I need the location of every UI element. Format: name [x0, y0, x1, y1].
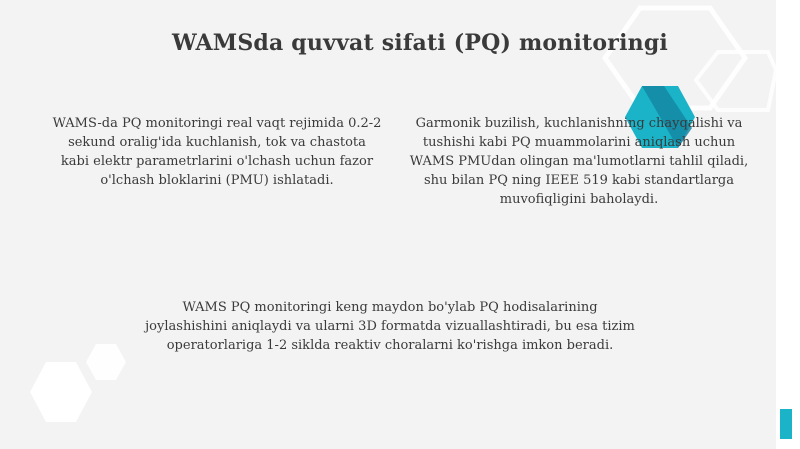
- side-scroll-track[interactable]: [776, 0, 800, 449]
- paragraph-bottom: WAMS PQ monitoringi keng maydon bo'ylab PQ hodisalarining joylashishini aniqlaydi va ularni 3D formatda vizuallashtiradi, bu esa tizim operatorlariga 1-2 siklda reaktiv choralarni ko'rishga imkon beradi.: [145, 300, 635, 353]
- paragraph-left: WAMS-da PQ monitoringi real vaqt rejimida 0.2-2 sekund oralig'ida kuchlanish, tok va chastota kabi elektr parametrlarini o'lchash uchun fazor o'lchash bloklarini (PMU) ishlatadi.: [52, 116, 382, 188]
- side-scroll-thumb[interactable]: [780, 409, 792, 439]
- slide-title: WAMSda quvvat sifati (PQ) monitoringi: [172, 30, 668, 56]
- hexagon-white-decoration: [20, 340, 150, 449]
- paragraph-right: Garmonik buzilish, kuchlanishning chayqalishi va tushishi kabi PQ muammolarini aniqlash uchun WAMS PMUdan olingan ma'lumotlarni tahlil qiladi, shu bilan PQ ning IEEE 519 kabi standartlarga muvofiqligini baholaydi.: [409, 116, 749, 207]
